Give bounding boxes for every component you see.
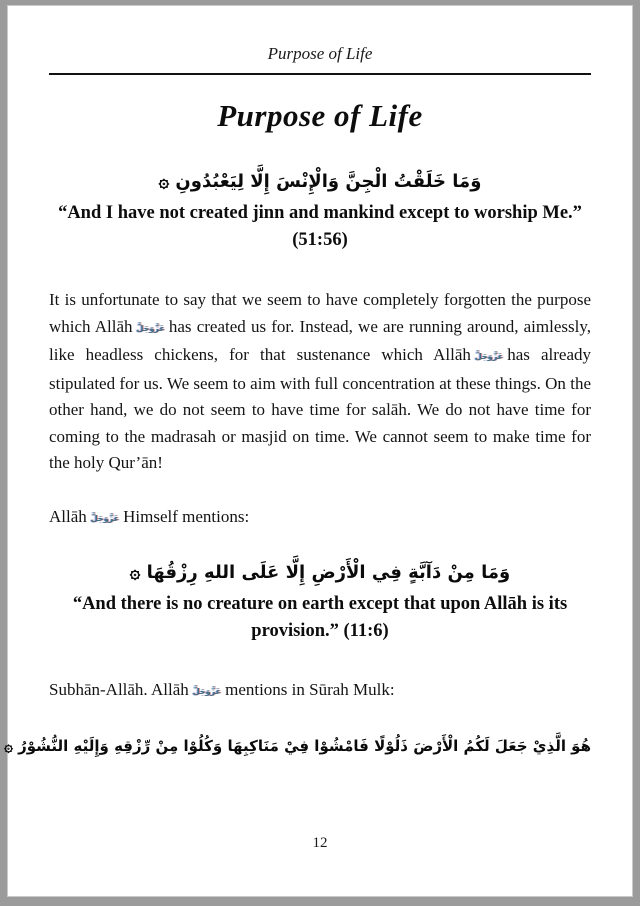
azza-wa-jall-icon: عَزَّوَجَلَّ xyxy=(474,352,504,362)
chapter-title: Purpose of Life xyxy=(217,98,423,133)
document-page xyxy=(4,5,633,897)
arabic-verse-51-56: وَمَا خَلَقْتُ الْجِنَّ وَالْإِنْسَ إِلَّا لِيَعْبُدُونِ ۞ xyxy=(158,171,482,192)
page-number: 12 xyxy=(312,835,328,851)
lead-in-before: Subhān-Allāh. Allāh xyxy=(49,680,189,700)
azza-wa-jall-icon: عَزَّوَجَلَّ xyxy=(136,323,165,333)
header-rule xyxy=(49,73,591,75)
lead-in-himself-mentions xyxy=(49,507,591,527)
lead-in-surah-mulk xyxy=(49,680,591,700)
quote-block-3 xyxy=(4,734,591,758)
lead-in-after: Himself mentions: xyxy=(123,506,250,526)
arabic-verse-67-15: هُوَ الَّذِيْ جَعَلَ لَكُمُ الْأَرْضَ ذَلُوْلًا فَامْشُوْا فِيْ مَنَاكِبِهَا وَكُلُوْا مِنْ رِّزْقِهِ وَإِلَيْهِ النُّشُوْرُ ۞ xyxy=(4,737,591,756)
verse-translation-11-6: “And there is no creature on earth except that upon Allāh is its provision.” (11:6) xyxy=(72,593,568,641)
paragraph-segment: has already stipulated for us. We seem to aim with full concentration at these things. On the other hand, we do not seem to have time for salāh. We do not have time for coming to the madrasah or masjid on time. We cannot seem to make time for the holy Qur’ān! xyxy=(49,345,591,473)
lead-in-after: mentions in Sūrah Mulk: xyxy=(225,680,395,700)
paragraph-segment: It is unfortunate to say that we seem to have completely forgotten the purpose which Allāh xyxy=(49,290,591,336)
quote-block-1 xyxy=(49,168,591,253)
quote-block-2 xyxy=(49,559,591,644)
lead-in-before: Allāh xyxy=(49,506,87,526)
arabic-verse-11-6: وَمَا مِنْ دَآبَّةٍ فِي الْأَرْضِ إِلَّا عَلَى اللهِ رِزْقُهَا ۞ xyxy=(129,561,511,583)
azza-wa-jall-icon: عَزَّوَجَلَّ xyxy=(192,687,222,697)
running-header: Purpose of Life xyxy=(267,44,373,63)
body-paragraph xyxy=(49,287,591,477)
paragraph-segment: has created us for. Instead, we are running around, aimlessly, like headless chickens, for that sustenance which Allāh xyxy=(49,316,591,365)
azza-wa-jall-icon: عَزَّوَجَلَّ xyxy=(90,513,120,523)
verse-translation-51-56: “And I have not created jinn and mankind except to worship Me.” (51:56) xyxy=(58,202,582,250)
